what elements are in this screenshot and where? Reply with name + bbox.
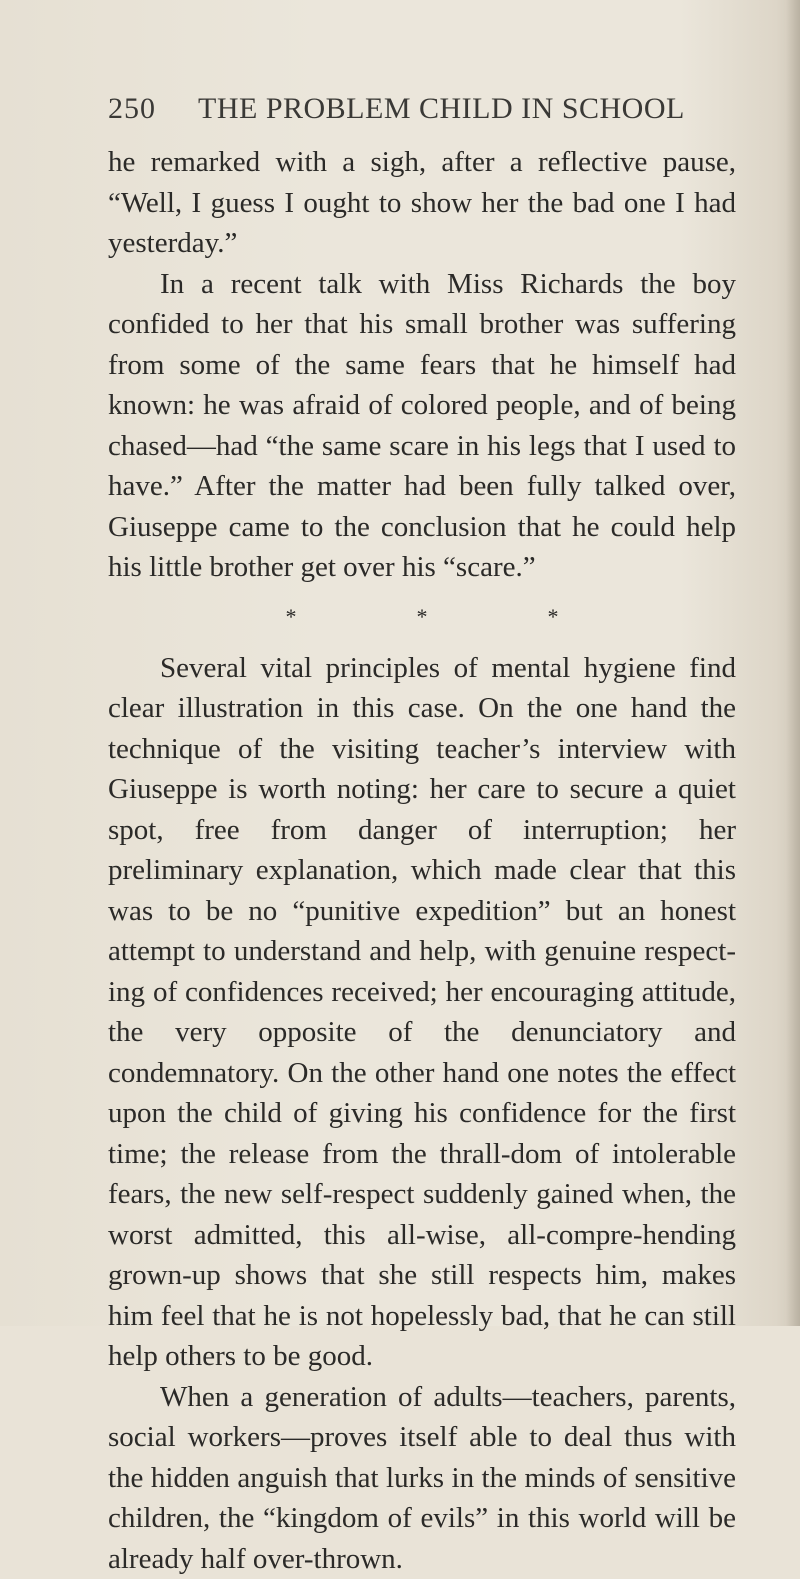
paragraph: When a generation of adults—teachers, parents, social workers—proves itself able to deal thus with the hidden anguish that lurks in the minds of sensitive children, the “kingdom of evils” in this world will be already half over-thrown. — [108, 1377, 736, 1579]
page-number: 250 — [108, 92, 156, 126]
running-head: THE PROBLEM CHILD IN SCHOOL — [198, 92, 685, 126]
asterisk-2: * — [417, 596, 428, 638]
paragraph: In a recent talk with Miss Richards the boy confided to her that his small brother was suffering from some of the same fears that he himself had known: he was afraid of colored people, and of being chased—had “the same scare in his legs that I used to have.” After the matter had been fully talked over, Giuseppe came to the conclusion that he could help his little brother get over his “scare.” — [108, 264, 736, 588]
paragraph-continued: he remarked with a sigh, after a reflective pause, “Well, I guess I ought to show her the bad one I had yesterday.” — [108, 142, 736, 264]
asterisk-3: * — [548, 596, 559, 638]
page-header — [108, 92, 708, 132]
section-separator — [108, 596, 736, 638]
page-edge-shadow — [786, 0, 800, 1326]
asterisk-1: * — [286, 596, 297, 638]
paragraph: Several vital principles of mental hygiene find clear illustration in this case. On the one hand the technique of the visiting teacher’s interview with Giuseppe is worth noting: her care to secure a quiet spot, free from danger of interruption; her preliminary explanation, which made clear that this was to be no “punitive expedition” but an honest attempt to understand and help, with genuine respect-ing of confidences received; her encouraging attitude, the very opposite of the denunciatory and condemnatory. On the other hand one notes the effect upon the child of giving his confidence for the first time; the release from the thrall-dom of intolerable fears, the new self-respect suddenly gained when, the worst admitted, this all-wise, all-compre-hending grown-up shows that she still respects him, makes him feel that he is not hopelessly bad, that he can still help others to be good. — [108, 648, 736, 1377]
body-text — [108, 142, 736, 1579]
